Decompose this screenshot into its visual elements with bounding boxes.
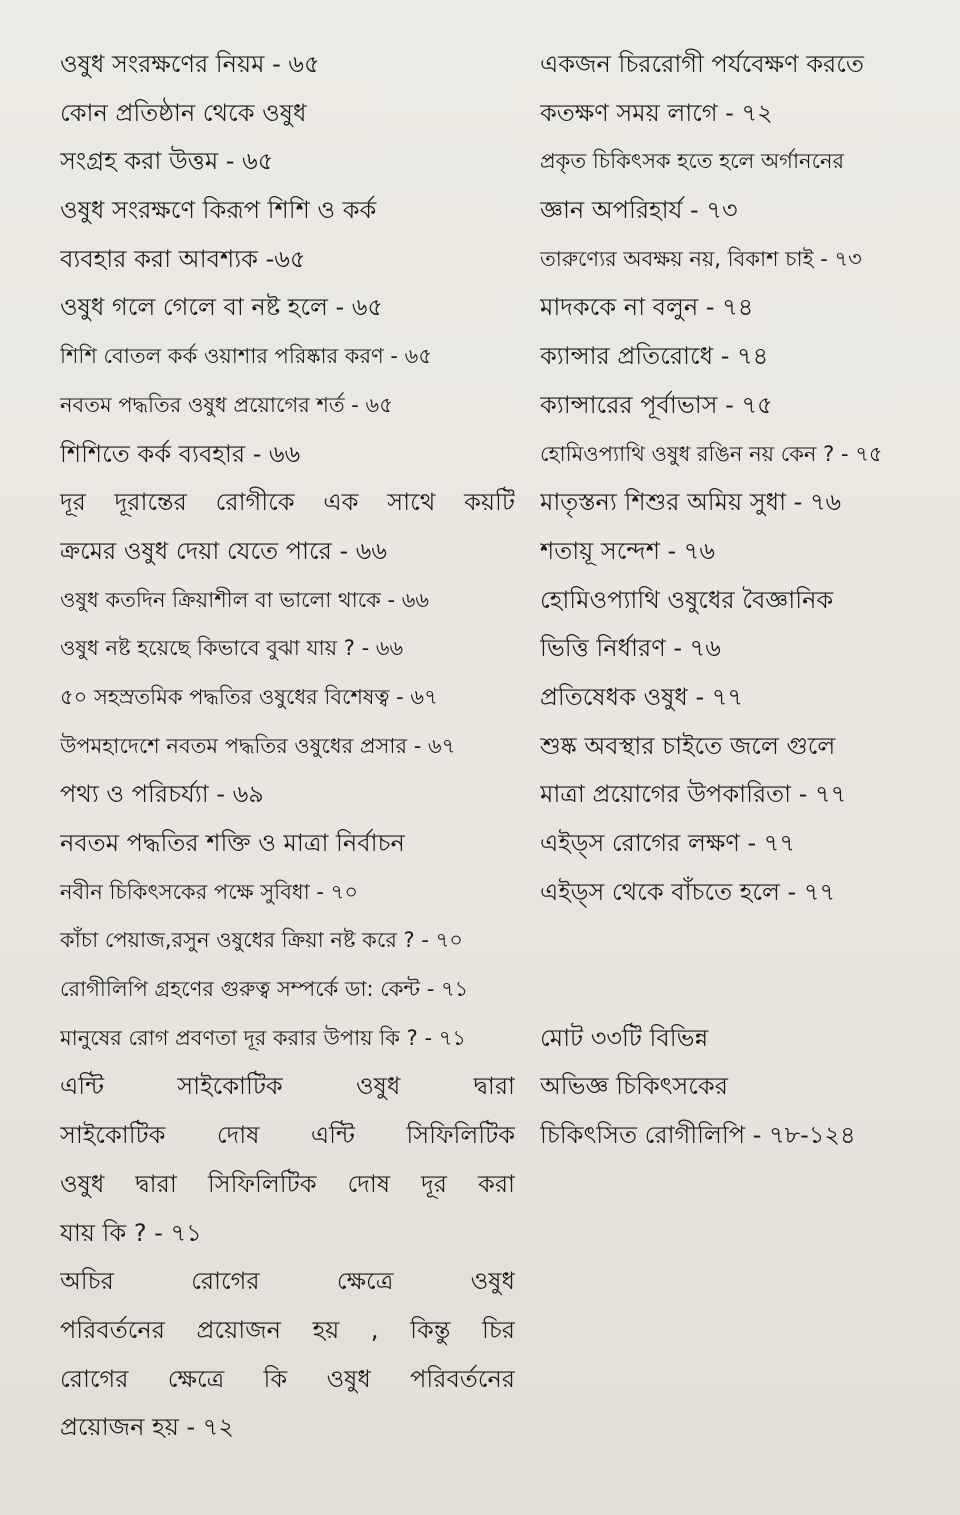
toc-entry: ওষুধ নষ্ট হয়েছে কিভাবে বুঝা যায় ? - ৬৬ [60, 636, 404, 661]
toc-entry: দূর দূরান্তের রোগীকে এক সাথে কয়টি [60, 488, 515, 517]
toc-entry: প্রয়োজন হয় - ৭২ [60, 1413, 234, 1442]
toc-entry: তারুণ্যের অবক্ষয় নয়, বিকাশ চাই - ৭৩ [540, 246, 862, 271]
toc-entry: ক্যান্সার প্রতিরোধে - ৭৪ [540, 342, 769, 371]
toc-entry: ক্যান্সারের পূর্বাভাস - ৭৫ [540, 390, 773, 419]
blank-line [540, 916, 940, 965]
toc-entry: ওষুধ দ্বারা সিফিলিটিক দোষ দূর করা [60, 1169, 515, 1198]
toc-entry: অভিজ্ঞ চিকিৎসকের [540, 1072, 728, 1101]
toc-entry: ওষুধ কতদিন ক্রিয়াশীল বা ভালো থাকে - ৬৬ [60, 587, 430, 612]
toc-right-column [540, 40, 940, 1160]
toc-entry: পরিবর্তনের প্রয়োজন হয় , কিন্তু চির [60, 1315, 515, 1344]
toc-entry: ক্রমের ওষুধ দেয়া যেতে পারে - ৬৬ [60, 536, 387, 565]
toc-entry: নবীন চিকিৎসকের পক্ষে সুবিধা - ৭০ [60, 879, 358, 904]
toc-entry: মোট ৩৩টি বিভিন্ন [540, 1023, 709, 1052]
toc-entry: উপমহাদেশে নবতম পদ্ধতির ওষুধের প্রসার - ৬৭ [60, 733, 456, 758]
toc-entry: শিশিতে কর্ক ব্যবহার - ৬৬ [60, 439, 301, 468]
toc-entry: এন্টি সাইকোটিক ওষুধ দ্বারা [60, 1072, 515, 1101]
toc-entry: ওষুধ গলে গেলে বা নষ্ট হলে - ৬৫ [60, 293, 384, 322]
toc-entry: কতক্ষণ সময় লাগে - ৭২ [540, 98, 773, 127]
toc-entry: পথ্য ও পরিচর্য্যা - ৬৯ [60, 780, 264, 809]
toc-entry: মানুষের রোগ প্রবণতা দূর করার উপায় কি ? - ৭১ [60, 1025, 467, 1050]
toc-entry: এইড্স রোগের লক্ষণ - ৭৭ [540, 829, 795, 857]
toc-entry: চিকিৎসিত রোগীলিপি - ৭৮-১২৪ [540, 1121, 856, 1150]
toc-entry: হোমিওপ্যাথি ওষুধ রঙিন নয় কেন ? - ৭৫ [540, 441, 883, 466]
blank-line [540, 965, 940, 1014]
toc-entry: অচির রোগের ক্ষেত্রে ওষুধ [60, 1267, 515, 1296]
toc-entry: শুষ্ক অবস্থার চাইতে জলে গুলে [540, 731, 836, 760]
toc-entry: এইড্স থেকে বাঁচতে হলে - ৭৭ [540, 877, 836, 906]
toc-entry: ভিত্তি নির্ধারণ - ৭৬ [540, 634, 721, 663]
toc-entry: জ্ঞান অপরিহার্য - ৭৩ [540, 196, 738, 225]
toc-entry: মাতৃস্তন্য শিশুর অমিয় সুধা - ৭৬ [540, 488, 842, 517]
toc-entry: ওষুধ সংরক্ষণের নিয়ম - ৬৫ [60, 50, 320, 78]
toc-entry: নবতম পদ্ধতির ওষুধ প্রয়োগের শর্ত - ৬৫ [60, 392, 393, 417]
toc-entry: রোগীলিপি গ্রহণের গুরুত্ব সম্পর্কে ডা: কেন্ট - ৭১ [60, 977, 469, 1002]
toc-entry: মাদককে না বলুন - ৭৪ [540, 293, 754, 322]
toc-entry: যায় কি ? - ৭১ [60, 1218, 202, 1247]
toc-entry: শতায়ূ সন্দেশ - ৭৬ [540, 536, 716, 565]
toc-entry: ওষুধ সংরক্ষণে কিরূপ শিশি ও কর্ক [60, 196, 377, 225]
toc-entry: মাত্রা প্রয়োগের উপকারিতা - ৭৭ [540, 780, 847, 809]
toc-entry: হোমিওপ্যাথি ওষুধের বৈজ্ঞানিক [540, 585, 834, 614]
toc-entry: প্রকৃত চিকিৎসক হতে হলে অর্গাননের [540, 149, 845, 174]
toc-entry: সংগ্রহ করা উত্তম - ৬৫ [60, 147, 274, 176]
toc-entry: ৫০ সহস্রতমিক পদ্ধতির ওষুধের বিশেষত্ব - ৬৭ [60, 684, 438, 709]
toc-entry: একজন চিররোগী পর্যবেক্ষণ করতে [540, 50, 864, 78]
toc-entry: শিশি বোতল কর্ক ওয়াশার পরিষ্কার করণ - ৬৫ [60, 344, 432, 369]
toc-entry: প্রতিষেধক ওষুধ - ৭৭ [540, 682, 744, 711]
toc-entry: কাঁচা পেয়াজ,রসুন ওষুধের ক্রিয়া নষ্ট করে ? - ৭০ [60, 928, 463, 953]
toc-entry: নবতম পদ্ধতির শক্তি ও মাত্রা নির্বাচন [60, 829, 405, 857]
toc-entry: ব্যবহার করা আবশ্যক -৬৫ [60, 244, 306, 273]
toc-entry: কোন প্রতিষ্ঠান থেকে ওষুধ [60, 98, 307, 127]
toc-entry: রোগের ক্ষেত্রে কি ওষুধ পরিবর্তনের [60, 1364, 515, 1393]
toc-left-column [60, 40, 515, 1452]
toc-entry: সাইকোটিক দোষ এন্টি সিফিলিটিক [60, 1121, 515, 1150]
